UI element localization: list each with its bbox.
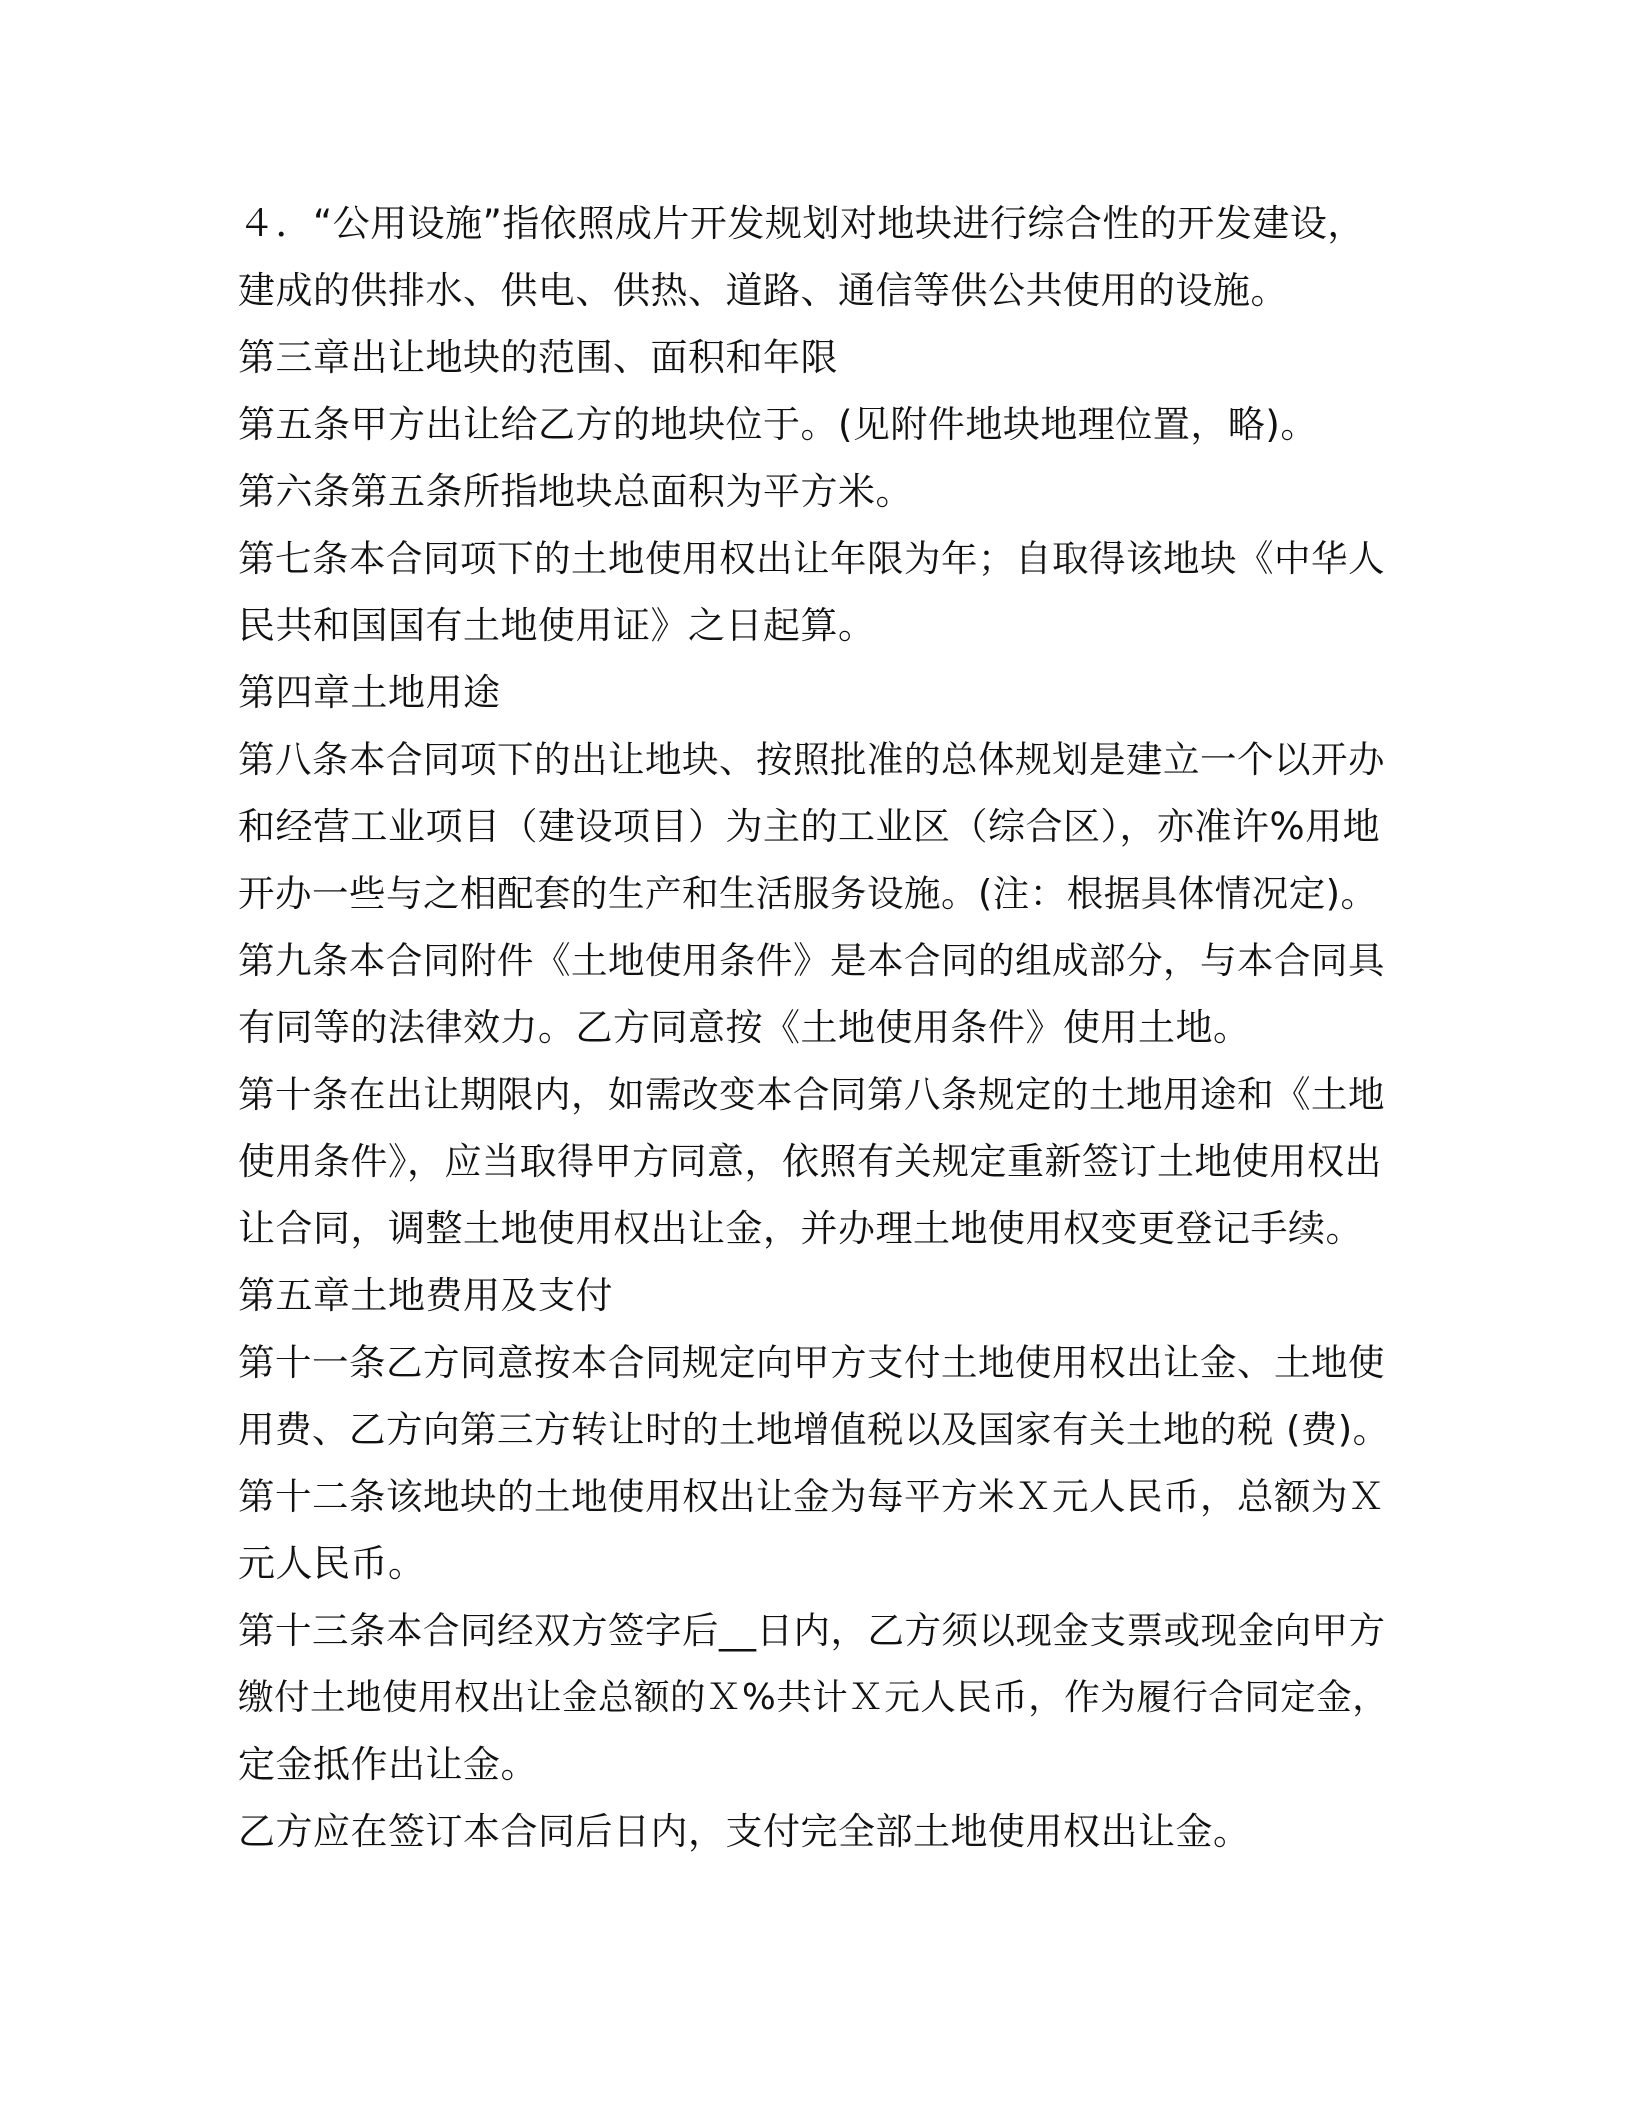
text-line: 第七条本合同项下的土地使用权出让年限为年；自取得该地块《中华人 — [238, 537, 1385, 580]
text-line: 元人民币。 — [238, 1542, 426, 1585]
document-body — [238, 190, 1390, 1865]
chapter-heading: 第五章土地费用及支付 — [238, 1274, 613, 1317]
text-line: 第八条本合同项下的出让地块、按照批准的总体规划是建立一个以开办 — [238, 738, 1385, 781]
text-line: 定金抵作出让金。 — [238, 1743, 538, 1786]
chapter-heading: 第三章出让地块的范围、面积和年限 — [238, 336, 838, 379]
text-line: 让合同，调整土地使用权出让金，并办理土地使用权变更登记手续。 — [238, 1207, 1363, 1250]
text-line: 第五条甲方出让给乙方的地块位于。(见附件地块地理位置，略)。 — [238, 403, 1318, 446]
text-line: 用费、乙方向第三方转让时的土地增值税以及国家有关土地的税 (费)。 — [238, 1408, 1390, 1451]
text-line: 第十三条本合同经双方签字后__日内，乙方须以现金支票或现金向甲方 — [238, 1609, 1386, 1652]
text-line: 第六条第五条所指地块总面积为平方米。 — [238, 470, 913, 513]
text-line: 建成的供排水、供电、供热、道路、通信等供公共使用的设施。 — [238, 269, 1288, 312]
text-line: 使用条件》，应当取得甲方同意，依照有关规定重新签订土地使用权出 — [238, 1140, 1382, 1183]
text-line: 第十二条该地块的土地使用权出让金为每平方米Ｘ元人民币，总额为Ｘ — [238, 1475, 1385, 1518]
text-line: 开办一些与之相配套的生产和生活服务设施。(注：根据具体情况定)。 — [238, 872, 1378, 915]
text-line: 民共和国国有土地使用证》之日起算。 — [238, 604, 876, 647]
text-line: 第九条本合同附件《土地使用条件》是本合同的组成部分，与本合同具 — [238, 939, 1385, 982]
chapter-heading: 第四章土地用途 — [238, 671, 501, 714]
text-line: ４．“公用设施”指依照成片开发规划对地块进行综合性的开发建设， — [238, 202, 1365, 245]
text-line: 和经营工业项目（建设项目）为主的工业区（综合区），亦准许%用地 — [238, 805, 1381, 848]
text-line: 有同等的法律效力。乙方同意按《土地使用条件》使用土地。 — [238, 1006, 1251, 1049]
text-line: 第十一条乙方同意按本合同规定向甲方支付土地使用权出让金、土地使 — [238, 1341, 1385, 1384]
text-line: 第十条在出让期限内，如需改变本合同第八条规定的土地用途和《土地 — [238, 1073, 1385, 1116]
text-line: 乙方应在签订本合同后日内，支付完全部土地使用权出让金。 — [238, 1810, 1251, 1853]
text-line: 缴付土地使用权出让金总额的Ｘ%共计Ｘ元人民币，作为履行合同定金， — [238, 1677, 1389, 1718]
